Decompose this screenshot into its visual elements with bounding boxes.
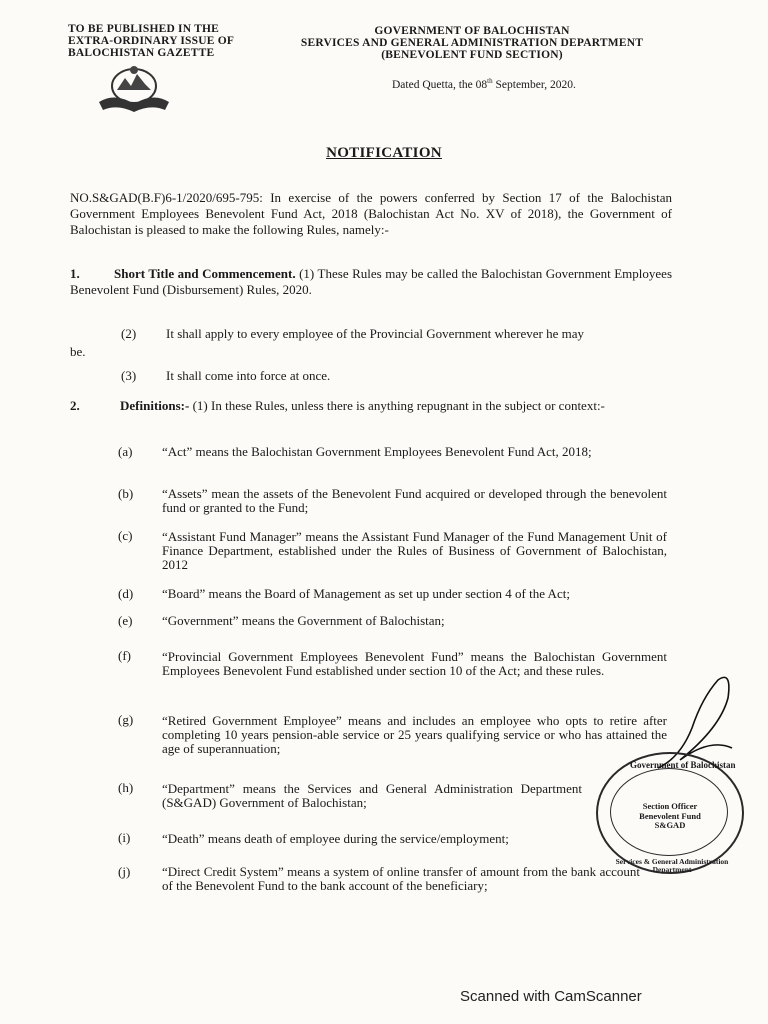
definition-label: (h) — [118, 780, 134, 795]
government-name: GOVERNMENT OF BALOCHISTAN — [374, 25, 570, 37]
definition-text: “Provincial Government Employees Benevolent Fund” means the Balochistan Government Employees Benevolent Fund established under section 10 of the Act; and these rules. — [162, 649, 667, 678]
subsection-text: It shall come into force at once. — [166, 368, 331, 383]
definition-text: “Retired Government Employee” means and includes an employee who opts to retire after completing 10 years pension-able service or 25 years qualifying service or who has attained the age of superannuation; — [162, 713, 667, 756]
gazette-line: EXTRA-ORDINARY ISSUE OF — [68, 35, 235, 47]
section-1 — [70, 266, 672, 298]
definition-label: (g) — [118, 712, 134, 727]
date-line: Dated Quetta, the 08th September, 2020. — [392, 77, 576, 91]
stamp-line: S&GAD — [654, 820, 686, 830]
stamp-line: Section Officer — [642, 801, 698, 811]
stamp-top-arc: Government of Balochistan — [630, 760, 736, 770]
stamp-bottom-arc: Services & General Administration Department — [615, 857, 729, 874]
definition-text: “Death” means death of employee during the service/employment; — [162, 831, 509, 846]
official-stamp — [596, 752, 744, 874]
section-2 — [70, 398, 672, 414]
definition-text: “Board” means the Board of Management as set up under section 4 of the Act; — [162, 586, 570, 601]
section-number: 1. — [70, 266, 80, 281]
government-emblem-icon — [95, 62, 173, 114]
gazette-notice — [68, 23, 278, 59]
section-text: (1) In these Rules, unless there is anything repugnant in the subject or context:- — [189, 398, 605, 413]
definition-label: (c) — [118, 528, 133, 543]
gazette-line: TO BE PUBLISHED IN THE — [68, 23, 219, 35]
intro-paragraph: NO.S&GAD(B.F)6-1/2020/695-795: In exercise of the powers conferred by Section 17 of the Balochistan Government Employees Benevolent Fund Act, 2018 (Balochistan Act No. XV of 2018), the Government of Balochistan is pleased to make the following Rules, namely:- — [70, 190, 672, 237]
subsection-text: It shall apply to every employee of the Provincial Government wherever he may — [166, 326, 585, 341]
definition-text: “Assistant Fund Manager” means the Assistant Fund Manager of the Fund Management Unit of Finance Department, established under the Rules of Business of Government of Balochistan, 2012 — [162, 529, 667, 572]
definition-text: “Act” means the Balochistan Government Employees Benevolent Fund Act, 2018; — [162, 444, 592, 459]
section-heading: Short Title and Commencement. — [114, 266, 296, 281]
definition-label: (e) — [118, 613, 133, 628]
stamp-line: Benevolent Fund — [639, 810, 701, 821]
subsection-number: (2) — [121, 326, 137, 341]
section-number: 2. — [70, 398, 80, 413]
section-text: (1) These Rules may be called the Balochistan Government Employees Benevolent Fund (Disbursement) Rules, 2020. — [70, 266, 673, 297]
definition-label: (f) — [118, 648, 131, 663]
definition-text: “Department” means the Services and General Administration Department (S&GAD) Government of Balochistan; — [162, 781, 582, 810]
subsection-continuation: be. — [70, 344, 86, 359]
scanner-watermark: Scanned with CamScanner — [460, 988, 642, 1005]
definition-text: “Government” means the Government of Balochistan; — [162, 613, 445, 628]
definition-label: (d) — [118, 586, 134, 601]
subsection-number: (3) — [121, 368, 137, 383]
gazette-line: BALOCHISTAN GAZETTE — [68, 47, 215, 59]
definition-label: (b) — [118, 486, 134, 501]
definition-label: (j) — [118, 864, 131, 879]
section-heading: Definitions:- — [120, 398, 190, 413]
definition-text: “Assets” mean the assets of the Benevolent Fund acquired or developed through the benevolent fund or granted to the Fund; — [162, 486, 667, 515]
page-title: NOTIFICATION — [326, 145, 442, 161]
section-name: (BENEVOLENT FUND SECTION) — [381, 49, 563, 61]
department-name: SERVICES AND GENERAL ADMINISTRATION DEPARTMENT — [300, 37, 644, 49]
definition-text: “Direct Credit System” means a system of online transfer of amount from the bank account of the Benevolent Fund to the bank account of the beneficiary; — [162, 864, 640, 893]
definition-label: (a) — [118, 444, 133, 459]
department-header — [272, 25, 672, 61]
definition-label: (i) — [118, 830, 131, 845]
